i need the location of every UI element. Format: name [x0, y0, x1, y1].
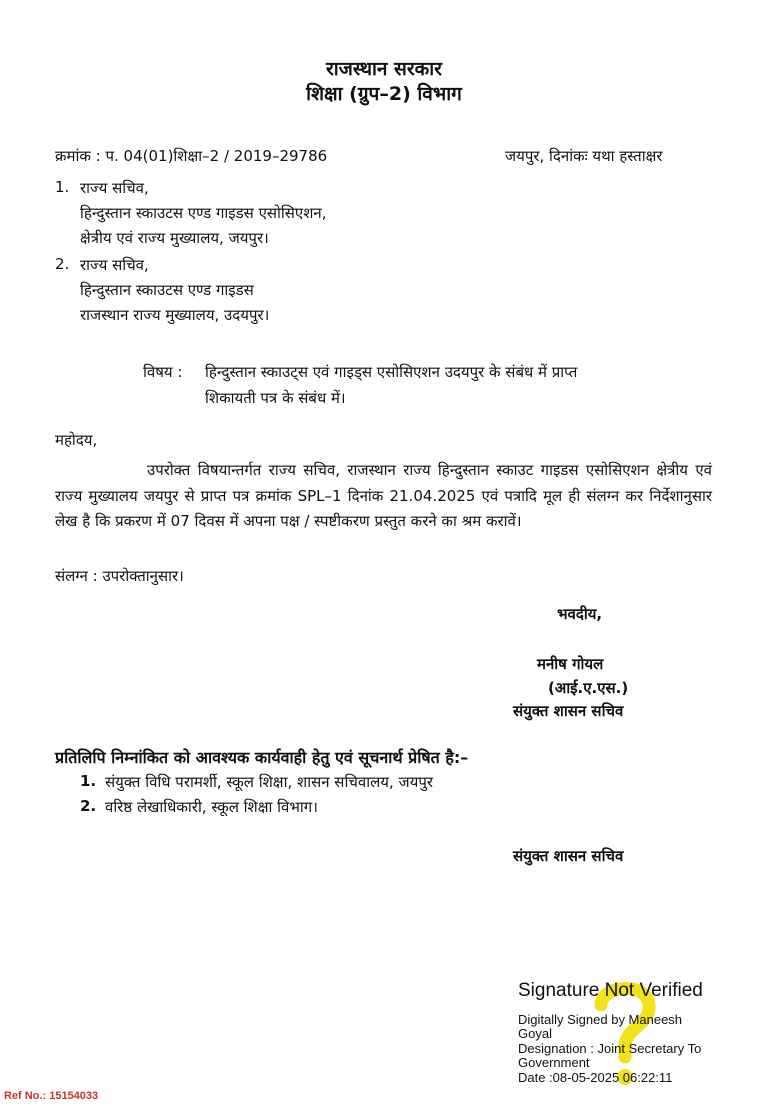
addressee-2-line: राजस्थान राज्य मुख्यालय, उदयपुर। [80, 306, 270, 324]
signature-status: Signature Not Verified [518, 980, 703, 1001]
header-department: शिक्षा (ग्रुप–2) विभाग [306, 83, 462, 105]
copy-designation: संयुक्त शासन सचिव [513, 847, 624, 865]
addressee-1-line: राज्य सचिव, [80, 179, 149, 197]
signature-signed-by: Goyal [518, 1026, 552, 1041]
copy-item-number: 2. [80, 797, 97, 815]
reference-number: क्रमांक : प. 04(01)शिक्षा–2 / 2019–29786 [55, 147, 328, 165]
body-text: उपरोक्त विषयान्तर्गत राज्य सचिव, राजस्थान राज्य हिन्दुस्तान स्काउट गाइडस एसोसिएशन क्षेत्रीय एवं राज्य मुख्यालय जयपुर से प्राप्त पत्र क्रमांक SPL–1 दिनांक 21.04.2025 एवं पत्रादि मूल ही संलग्न कर निर्देशानुसार लेख है कि प्रकरण में 07 दिवस में अपना पक्ष / स्पष्टीकरण प्रस्तुत करने का श्रम करावें। [55, 461, 712, 530]
addressee-2-number: 2. [55, 255, 70, 273]
header-government: राजस्थान सरकार [326, 58, 442, 80]
body-paragraph [55, 458, 712, 535]
signatory-service: (आई.ए.एस.) [548, 679, 629, 697]
subject-label: विषय : [143, 363, 183, 381]
copy-item-text: वरिष्ठ लेखाधिकारी, स्कूल शिक्षा विभाग। [105, 798, 318, 816]
copy-item-text: संयुक्त विधि परामर्शी, स्कूल शिक्षा, शासन सचिवालय, जयपुर [105, 773, 433, 791]
addressee-1-number: 1. [55, 178, 70, 196]
signature-designation: Government [518, 1055, 590, 1070]
signatory-designation: संयुक्त शासन सचिव [513, 702, 624, 720]
copy-heading: प्रतिलिपि निम्नांकित को आवश्यक कार्यवाही हेतु एवं सूचनार्थ प्रेषित है:– [55, 748, 469, 767]
signatory-name: मनीष गोयल [537, 655, 604, 673]
place-date: जयपुर, दिनांकः यथा हस्ताक्षर [505, 147, 663, 165]
addressee-2-line: राज्य सचिव, [80, 256, 149, 274]
copy-item-number: 1. [80, 772, 97, 790]
addressee-1-line: क्षेत्रीय एवं राज्य मुख्यालय, जयपुर। [80, 229, 269, 247]
ref-number: Ref No.: 15154033 [4, 1090, 99, 1102]
signature-designation: Designation : Joint Secretary To [518, 1041, 702, 1056]
digital-signature-block [518, 980, 763, 1090]
signature-signed-by: Digitally Signed by Maneesh [518, 1012, 683, 1027]
salutation: महोदय, [55, 431, 98, 449]
closing-yours: भवदीय, [557, 605, 603, 623]
addressee-2-line: हिन्दुस्तान स्काउटस एण्ड गाइडस [80, 281, 254, 299]
subject-line: हिन्दुस्तान स्काउट्स एवं गाइड्स एसोसिएशन उदयपुर के संबंध में प्राप्त [205, 363, 578, 381]
enclosure: संलग्न : उपरोक्तानुसार। [55, 567, 184, 585]
signature-date: Date :08-05-2025 06:22:11 [518, 1070, 673, 1085]
subject-line: शिकायती पत्र के संबंध में। [205, 389, 346, 407]
addressee-1-line: हिन्दुस्तान स्काउटस एण्ड गाइडस एसोसिएशन, [80, 204, 327, 222]
